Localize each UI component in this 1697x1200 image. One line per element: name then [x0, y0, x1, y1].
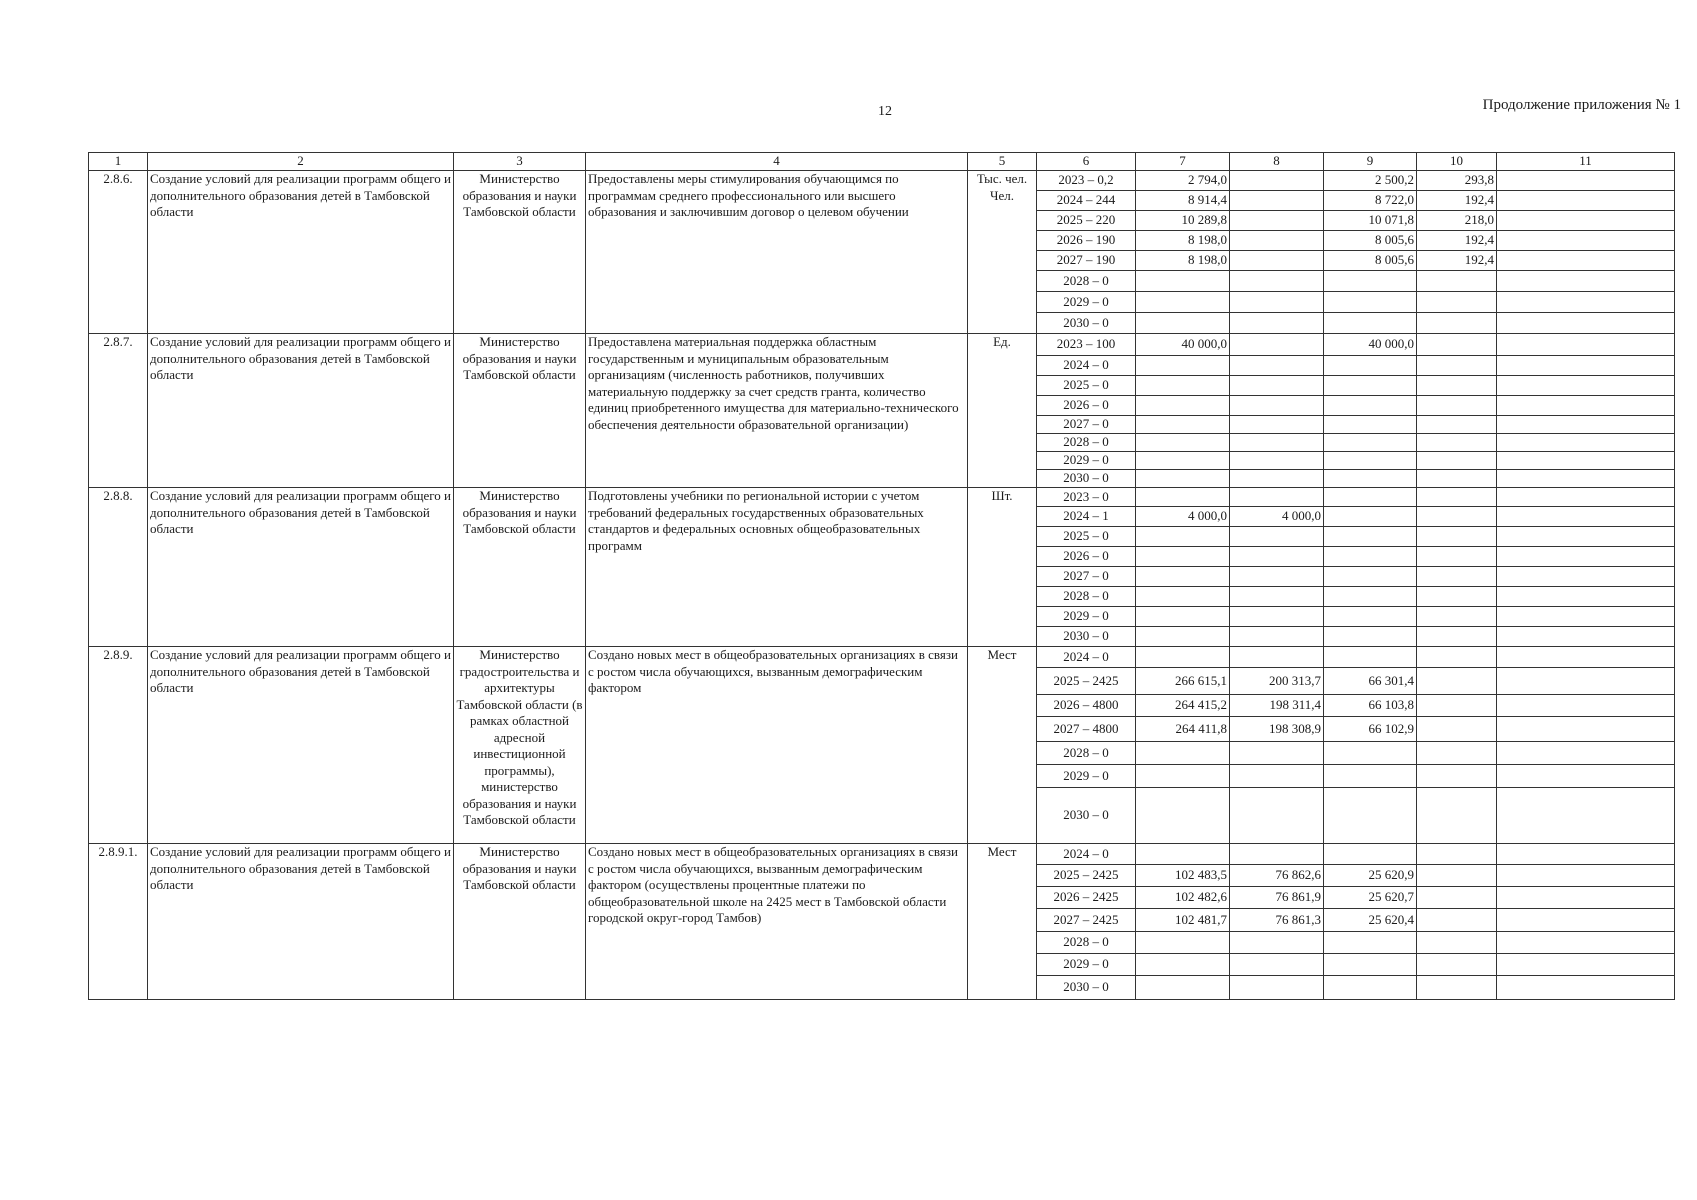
- funding-other: [1497, 527, 1675, 547]
- funding-federal: 198 308,9: [1230, 717, 1324, 742]
- funding-other: [1497, 452, 1675, 470]
- funding-federal: [1230, 527, 1324, 547]
- funding-regional: [1324, 954, 1417, 976]
- funding-regional: 25 620,7: [1324, 887, 1417, 909]
- funding-total: [1136, 416, 1230, 434]
- indicator-value: 2024 – 244: [1037, 191, 1136, 211]
- funding-regional: [1324, 788, 1417, 844]
- indicator-value: 2025 – 0: [1037, 527, 1136, 547]
- funding-local: [1417, 607, 1497, 627]
- funding-local: [1417, 668, 1497, 695]
- funding-regional: [1324, 627, 1417, 647]
- funding-regional: 10 071,8: [1324, 211, 1417, 231]
- funding-total: 264 411,8: [1136, 717, 1230, 742]
- funding-federal: [1230, 396, 1324, 416]
- indicator-value: 2024 – 1: [1037, 507, 1136, 527]
- funding-regional: [1324, 356, 1417, 376]
- funding-federal: 4 000,0: [1230, 507, 1324, 527]
- table-row: [89, 844, 1675, 865]
- activity-executor: Министерство образования и науки Тамбовской области: [454, 844, 586, 1000]
- column-header: 11: [1497, 153, 1675, 171]
- funding-regional: [1324, 470, 1417, 488]
- funding-total: 40 000,0: [1136, 334, 1230, 356]
- activity-number: 2.8.8.: [89, 488, 148, 647]
- funding-federal: 76 862,6: [1230, 865, 1324, 887]
- funding-regional: [1324, 313, 1417, 334]
- funding-total: [1136, 452, 1230, 470]
- indicator-value: 2030 – 0: [1037, 976, 1136, 1000]
- activity-number: 2.8.9.: [89, 647, 148, 844]
- funding-federal: [1230, 231, 1324, 251]
- funding-regional: [1324, 567, 1417, 587]
- funding-other: [1497, 788, 1675, 844]
- funding-local: 192,4: [1417, 191, 1497, 211]
- funding-local: [1417, 909, 1497, 932]
- funding-total: [1136, 434, 1230, 452]
- funding-total: [1136, 627, 1230, 647]
- funding-federal: [1230, 587, 1324, 607]
- funding-federal: [1230, 171, 1324, 191]
- column-header: 9: [1324, 153, 1417, 171]
- funding-federal: [1230, 976, 1324, 1000]
- funding-regional: [1324, 587, 1417, 607]
- indicator-value: 2024 – 0: [1037, 356, 1136, 376]
- funding-total: [1136, 396, 1230, 416]
- activity-executor: Министерство образования и науки Тамбовской области: [454, 171, 586, 334]
- funding-total: [1136, 954, 1230, 976]
- funding-other: [1497, 567, 1675, 587]
- appendix-continuation-note: Продолжение приложения № 1: [1482, 97, 1681, 113]
- funding-local: 192,4: [1417, 231, 1497, 251]
- funding-regional: [1324, 844, 1417, 865]
- funding-total: [1136, 647, 1230, 668]
- funding-total: [1136, 488, 1230, 507]
- indicator-value: 2028 – 0: [1037, 587, 1136, 607]
- funding-regional: 25 620,4: [1324, 909, 1417, 932]
- funding-regional: [1324, 527, 1417, 547]
- funding-regional: [1324, 976, 1417, 1000]
- indicator-value: 2023 – 0: [1037, 488, 1136, 507]
- funding-federal: [1230, 627, 1324, 647]
- indicator-value: 2028 – 0: [1037, 434, 1136, 452]
- unit-of-measure: Мест: [968, 844, 1037, 1000]
- indicator-value: 2024 – 0: [1037, 647, 1136, 668]
- funding-other: [1497, 334, 1675, 356]
- funding-other: [1497, 356, 1675, 376]
- funding-total: [1136, 788, 1230, 844]
- column-number-row: [89, 153, 1675, 171]
- funding-local: [1417, 292, 1497, 313]
- funding-regional: [1324, 547, 1417, 567]
- funding-local: [1417, 788, 1497, 844]
- funding-other: [1497, 742, 1675, 765]
- funding-local: [1417, 271, 1497, 292]
- funding-total: 102 483,5: [1136, 865, 1230, 887]
- funding-local: 218,0: [1417, 211, 1497, 231]
- table-row: [89, 488, 1675, 507]
- funding-regional: [1324, 292, 1417, 313]
- indicator-value: 2027 – 2425: [1037, 909, 1136, 932]
- funding-other: [1497, 668, 1675, 695]
- activity-name: Создание условий для реализации программ общего и дополнительного образования детей в Тамбовской области: [148, 647, 454, 844]
- activity-executor: Министерство градостроительства и архитектуры Тамбовской области (в рамках областной адресной инвестиционной программы), министерство образования и науки Тамбовской области: [454, 647, 586, 844]
- unit-of-measure: Шт.: [968, 488, 1037, 647]
- funding-local: [1417, 452, 1497, 470]
- funding-local: [1417, 932, 1497, 954]
- indicator-value: 2029 – 0: [1037, 452, 1136, 470]
- funding-other: [1497, 547, 1675, 567]
- indicator-value: 2023 – 0,2: [1037, 171, 1136, 191]
- funding-regional: 25 620,9: [1324, 865, 1417, 887]
- funding-regional: 8 005,6: [1324, 231, 1417, 251]
- activity-result: Предоставлена материальная поддержка областным государственным и муниципальным образовательным организациям (численность работников, получивших материальную поддержку за счет средств гранта, количество единиц приобретенного имущества для материально-технического обеспечения деятельности образовательной организации): [586, 334, 968, 488]
- funding-regional: 66 301,4: [1324, 668, 1417, 695]
- funding-local: [1417, 547, 1497, 567]
- funding-total: [1136, 356, 1230, 376]
- funding-total: [1136, 271, 1230, 292]
- funding-total: [1136, 567, 1230, 587]
- funding-other: [1497, 887, 1675, 909]
- indicator-value: 2025 – 0: [1037, 376, 1136, 396]
- funding-federal: [1230, 488, 1324, 507]
- funding-local: [1417, 954, 1497, 976]
- funding-regional: [1324, 507, 1417, 527]
- program-activities-table: [88, 152, 1675, 1000]
- funding-federal: [1230, 313, 1324, 334]
- funding-regional: [1324, 932, 1417, 954]
- funding-federal: [1230, 844, 1324, 865]
- indicator-value: 2026 – 0: [1037, 547, 1136, 567]
- indicator-value: 2027 – 4800: [1037, 717, 1136, 742]
- funding-total: 8 914,4: [1136, 191, 1230, 211]
- funding-total: [1136, 547, 1230, 567]
- indicator-value: 2025 – 2425: [1037, 865, 1136, 887]
- funding-total: [1136, 587, 1230, 607]
- activity-result: Создано новых мест в общеобразовательных организациях в связи с ростом числа обучающихся, вызванным демографическим фактором: [586, 647, 968, 844]
- column-header: 7: [1136, 153, 1230, 171]
- funding-local: [1417, 567, 1497, 587]
- activity-name: Создание условий для реализации программ общего и дополнительного образования детей в Тамбовской области: [148, 334, 454, 488]
- funding-regional: [1324, 376, 1417, 396]
- activity-result: Создано новых мест в общеобразовательных организациях в связи с ростом числа обучающихся, вызванным демографическим фактором (осуществлены процентные платежи по общеобразовательной школе на 2425 мест в Тамбовской области городской округ-город Тамбов): [586, 844, 968, 1000]
- indicator-value: 2029 – 0: [1037, 765, 1136, 788]
- funding-total: 8 198,0: [1136, 231, 1230, 251]
- funding-local: [1417, 507, 1497, 527]
- column-header: 5: [968, 153, 1037, 171]
- funding-local: [1417, 396, 1497, 416]
- funding-federal: [1230, 191, 1324, 211]
- funding-federal: [1230, 788, 1324, 844]
- funding-federal: [1230, 647, 1324, 668]
- funding-federal: 198 311,4: [1230, 695, 1324, 717]
- indicator-value: 2025 – 220: [1037, 211, 1136, 231]
- funding-regional: [1324, 488, 1417, 507]
- funding-local: [1417, 356, 1497, 376]
- funding-federal: [1230, 470, 1324, 488]
- funding-regional: [1324, 607, 1417, 627]
- indicator-value: 2029 – 0: [1037, 292, 1136, 313]
- funding-other: [1497, 627, 1675, 647]
- funding-federal: [1230, 271, 1324, 292]
- funding-total: [1136, 607, 1230, 627]
- funding-regional: 40 000,0: [1324, 334, 1417, 356]
- unit-of-measure: Ед.: [968, 334, 1037, 488]
- funding-total: 8 198,0: [1136, 251, 1230, 271]
- indicator-value: 2026 – 2425: [1037, 887, 1136, 909]
- funding-regional: [1324, 765, 1417, 788]
- funding-other: [1497, 251, 1675, 271]
- funding-regional: [1324, 396, 1417, 416]
- funding-local: [1417, 627, 1497, 647]
- activity-number: 2.8.6.: [89, 171, 148, 334]
- table-row: [89, 647, 1675, 668]
- funding-regional: 8 722,0: [1324, 191, 1417, 211]
- funding-other: [1497, 647, 1675, 668]
- funding-local: [1417, 695, 1497, 717]
- funding-other: [1497, 844, 1675, 865]
- indicator-value: 2025 – 2425: [1037, 668, 1136, 695]
- funding-other: [1497, 765, 1675, 788]
- funding-local: [1417, 976, 1497, 1000]
- activity-result: Подготовлены учебники по региональной истории с учетом требований федеральных государственных образовательных стандартов и федеральных основных общеобразовательных программ: [586, 488, 968, 647]
- table-row: [89, 171, 1675, 191]
- funding-local: [1417, 587, 1497, 607]
- funding-other: [1497, 909, 1675, 932]
- funding-federal: [1230, 567, 1324, 587]
- column-header: 2: [148, 153, 454, 171]
- funding-local: [1417, 647, 1497, 668]
- funding-local: [1417, 742, 1497, 765]
- funding-other: [1497, 313, 1675, 334]
- activity-executor: Министерство образования и науки Тамбовской области: [454, 334, 586, 488]
- funding-other: [1497, 271, 1675, 292]
- funding-local: [1417, 376, 1497, 396]
- funding-local: 192,4: [1417, 251, 1497, 271]
- indicator-value: 2030 – 0: [1037, 470, 1136, 488]
- funding-other: [1497, 932, 1675, 954]
- unit-of-measure: Мест: [968, 647, 1037, 844]
- funding-federal: [1230, 211, 1324, 231]
- indicator-value: 2027 – 190: [1037, 251, 1136, 271]
- funding-regional: [1324, 452, 1417, 470]
- page-number: 12: [878, 104, 892, 119]
- funding-local: [1417, 313, 1497, 334]
- funding-total: 102 481,7: [1136, 909, 1230, 932]
- funding-federal: [1230, 607, 1324, 627]
- funding-federal: [1230, 932, 1324, 954]
- funding-federal: [1230, 292, 1324, 313]
- activity-result: Предоставлены меры стимулирования обучающимся по программам среднего профессионального или высшего образования и заключившим договор о целевом обучении: [586, 171, 968, 334]
- funding-other: [1497, 976, 1675, 1000]
- funding-other: [1497, 488, 1675, 507]
- funding-regional: [1324, 271, 1417, 292]
- column-header: 10: [1417, 153, 1497, 171]
- funding-federal: [1230, 765, 1324, 788]
- funding-local: [1417, 434, 1497, 452]
- funding-federal: 200 313,7: [1230, 668, 1324, 695]
- funding-federal: [1230, 376, 1324, 396]
- indicator-value: 2030 – 0: [1037, 627, 1136, 647]
- funding-federal: [1230, 742, 1324, 765]
- funding-other: [1497, 695, 1675, 717]
- funding-other: [1497, 434, 1675, 452]
- funding-total: [1136, 932, 1230, 954]
- activity-number: 2.8.7.: [89, 334, 148, 488]
- column-header: 1: [89, 153, 148, 171]
- activity-number: 2.8.9.1.: [89, 844, 148, 1000]
- funding-other: [1497, 717, 1675, 742]
- indicator-value: 2026 – 4800: [1037, 695, 1136, 717]
- activity-name: Создание условий для реализации программ общего и дополнительного образования детей в Тамбовской области: [148, 171, 454, 334]
- funding-local: [1417, 844, 1497, 865]
- funding-other: [1497, 396, 1675, 416]
- funding-local: [1417, 765, 1497, 788]
- funding-regional: 2 500,2: [1324, 171, 1417, 191]
- funding-other: [1497, 231, 1675, 251]
- funding-federal: [1230, 547, 1324, 567]
- funding-local: [1417, 416, 1497, 434]
- funding-local: [1417, 717, 1497, 742]
- column-header: 4: [586, 153, 968, 171]
- indicator-value: 2030 – 0: [1037, 788, 1136, 844]
- funding-local: 293,8: [1417, 171, 1497, 191]
- activity-name: Создание условий для реализации программ общего и дополнительного образования детей в Тамбовской области: [148, 488, 454, 647]
- indicator-value: 2026 – 190: [1037, 231, 1136, 251]
- column-header: 6: [1037, 153, 1136, 171]
- column-header: 8: [1230, 153, 1324, 171]
- funding-total: 10 289,8: [1136, 211, 1230, 231]
- indicator-value: 2029 – 0: [1037, 954, 1136, 976]
- indicator-value: 2027 – 0: [1037, 567, 1136, 587]
- funding-federal: [1230, 356, 1324, 376]
- funding-other: [1497, 507, 1675, 527]
- funding-other: [1497, 470, 1675, 488]
- funding-total: [1136, 976, 1230, 1000]
- funding-other: [1497, 865, 1675, 887]
- funding-other: [1497, 171, 1675, 191]
- funding-other: [1497, 376, 1675, 396]
- funding-federal: 76 861,3: [1230, 909, 1324, 932]
- table-body: [89, 171, 1675, 1000]
- funding-federal: [1230, 434, 1324, 452]
- funding-total: 102 482,6: [1136, 887, 1230, 909]
- funding-regional: 66 103,8: [1324, 695, 1417, 717]
- funding-local: [1417, 865, 1497, 887]
- funding-local: [1417, 488, 1497, 507]
- funding-total: [1136, 376, 1230, 396]
- funding-total: [1136, 470, 1230, 488]
- funding-other: [1497, 211, 1675, 231]
- funding-federal: [1230, 416, 1324, 434]
- column-header: 3: [454, 153, 586, 171]
- funding-total: 264 415,2: [1136, 695, 1230, 717]
- activity-executor: Министерство образования и науки Тамбовской области: [454, 488, 586, 647]
- funding-other: [1497, 954, 1675, 976]
- funding-federal: [1230, 452, 1324, 470]
- funding-total: [1136, 292, 1230, 313]
- funding-total: [1136, 742, 1230, 765]
- funding-regional: [1324, 647, 1417, 668]
- funding-total: [1136, 844, 1230, 865]
- funding-total: [1136, 313, 1230, 334]
- funding-federal: 76 861,9: [1230, 887, 1324, 909]
- funding-other: [1497, 416, 1675, 434]
- funding-total: 266 615,1: [1136, 668, 1230, 695]
- funding-other: [1497, 587, 1675, 607]
- unit-of-measure: Тыс. чел. Чел.: [968, 171, 1037, 334]
- indicator-value: 2029 – 0: [1037, 607, 1136, 627]
- indicator-value: 2030 – 0: [1037, 313, 1136, 334]
- funding-regional: [1324, 742, 1417, 765]
- funding-regional: [1324, 416, 1417, 434]
- funding-regional: [1324, 434, 1417, 452]
- indicator-value: 2028 – 0: [1037, 271, 1136, 292]
- activity-name: Создание условий для реализации программ общего и дополнительного образования детей в Тамбовской области: [148, 844, 454, 1000]
- funding-local: [1417, 470, 1497, 488]
- funding-regional: 8 005,6: [1324, 251, 1417, 271]
- funding-total: [1136, 765, 1230, 788]
- indicator-value: 2023 – 100: [1037, 334, 1136, 356]
- indicator-value: 2026 – 0: [1037, 396, 1136, 416]
- funding-total: 2 794,0: [1136, 171, 1230, 191]
- funding-other: [1497, 292, 1675, 313]
- funding-federal: [1230, 251, 1324, 271]
- funding-local: [1417, 527, 1497, 547]
- funding-federal: [1230, 334, 1324, 356]
- table-row: [89, 334, 1675, 356]
- funding-total: [1136, 527, 1230, 547]
- indicator-value: 2028 – 0: [1037, 932, 1136, 954]
- indicator-value: 2028 – 0: [1037, 742, 1136, 765]
- funding-federal: [1230, 954, 1324, 976]
- indicator-value: 2027 – 0: [1037, 416, 1136, 434]
- funding-local: [1417, 887, 1497, 909]
- funding-regional: 66 102,9: [1324, 717, 1417, 742]
- funding-local: [1417, 334, 1497, 356]
- funding-other: [1497, 191, 1675, 211]
- funding-total: 4 000,0: [1136, 507, 1230, 527]
- indicator-value: 2024 – 0: [1037, 844, 1136, 865]
- funding-other: [1497, 607, 1675, 627]
